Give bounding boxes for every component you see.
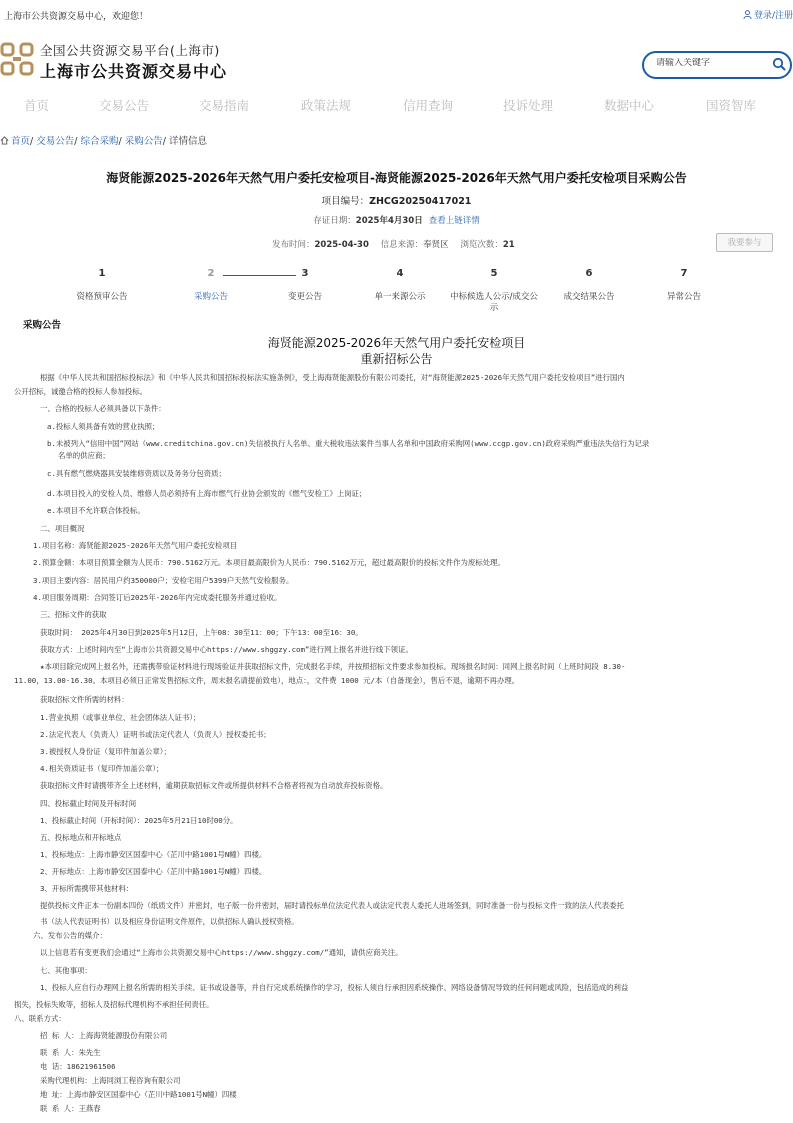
breadcrumb-separator: / [74, 136, 78, 147]
body-line: 3.被授权人身份证（复印件加盖公章）； [40, 747, 171, 756]
body-line: 采购代理机构：上海同浏工程咨询有限公司 [40, 1076, 181, 1085]
chain-detail-link[interactable]: 查看上链详情 [428, 216, 480, 226]
publish-time: 2025-04-30 [314, 240, 369, 250]
notice-title: 海贤能源2025-2026年天然气用户委托安检项目-海贤能源2025-2026年天然气用户委托安检项目采购公告 [106, 171, 687, 185]
breadcrumb-separator: / [30, 136, 34, 147]
body-line: 三、招标文件的获取 [40, 610, 107, 619]
body-line: 八、联系方式： [14, 1014, 66, 1023]
body-line: 2.法定代表人（负责人）证明书或法定代表人（负责人）授权委托书； [40, 730, 271, 739]
step-number: 3 [301, 268, 309, 279]
body-line: 提供投标文件正本一份副本四份（纸质文件）并密封，电子版一份并密封，届时请投标单位法定代表人或法定代表人委托人进场签到，同时准备一份与投标文件一致的法人代表委托 [40, 901, 624, 910]
step-candidate-publicity[interactable] [439, 268, 549, 314]
nav-item-complaints[interactable]: 投诉处理 [503, 98, 554, 113]
body-line: 损失，投标失败等，招标人及招标代理机构不承担任何责任。 [14, 1000, 214, 1009]
body-line: 联 系 人：王燕春 [40, 1104, 101, 1113]
step-exception-notice[interactable] [629, 268, 739, 303]
search-box [642, 51, 792, 79]
body-line: 五、投标地点和开标地点 [40, 833, 122, 842]
body-line: c.具有燃气燃烧器具安装维修资质以及务务分包资质； [47, 469, 226, 478]
body-line: 六、发布公告的媒介： [33, 931, 107, 940]
login-label[interactable]: 登录/注册 [753, 11, 793, 21]
breadcrumb-trading-notice[interactable]: 交易公告 [36, 136, 75, 147]
section-label: 采购公告 [23, 320, 62, 331]
breadcrumb [0, 133, 207, 147]
body-line: 一、合格的投标人必须具备以下条件： [40, 404, 166, 413]
breadcrumb-procurement-notice[interactable]: 采购公告 [124, 136, 163, 147]
platform-name: 全国公共资源交易平台(上海市) [40, 43, 220, 58]
article-heading: 海贤能源2025-2026年天然气用户委托安检项目 [267, 336, 526, 350]
body-line: a.投标人须具备有效的营业执照； [47, 422, 160, 431]
site-header [0, 38, 793, 86]
deposit-info [0, 214, 793, 226]
nav-item-credit-query[interactable]: 信用查询 [403, 98, 454, 113]
source-value: 奉贤区 [423, 240, 449, 250]
body-line: 2、开标地点：上海市静安区国泰中心（芷川中路1001号N幢）四楼。 [40, 867, 267, 876]
body-line: 11.00，13.00-16.30。本项目必须日正常发售招标文件，周末报名请提前致电），地点：，文件费 1000 元/本（自备现金），售后不退，逾期不再办理。 [14, 676, 520, 685]
publish-label: 发布时间： [272, 240, 315, 250]
logo-icon [0, 42, 34, 76]
project-number-label: 项目编号： [321, 196, 370, 207]
process-steps [0, 268, 793, 318]
body-line: 招 标 人：上海海贤能源股份有限公司 [40, 1031, 168, 1040]
notice-meta [272, 238, 524, 250]
body-line: 根据《中华人民共和国招标投标法》和《中华人民共和国招标投标法实施条例》，受上海海贤能源股份有限公司委托，对“海贤能源2025-2026年天然气用户委托安检项目”进行国内 [40, 373, 625, 382]
step-result-notice[interactable] [534, 268, 644, 303]
body-line: e.本项目不允许联合体投标。 [47, 506, 145, 515]
body-line: 二、项目概况 [40, 524, 85, 533]
step-number: 6 [585, 268, 593, 279]
body-line: b.未被列入“信用中国”网站（www.creditchina.gov.cn)失信被执行人名单、重大税收违法案件当事人名单和中国政府采购网(www.ccgp.gov.cn)政府采购严重违法失信行为记录 [47, 439, 650, 448]
body-line: 以上信息若有变更我们会通过“上海市公共资源交易中心https://www.shggzy.com/”通知，请供应商关注。 [40, 948, 403, 957]
body-line: 2.预算金额：本项目预算金额为人民币：790.5162万元。本项目最高限价为人民币：790.5162万元，超过最高限价的投标文件作为废标处理。 [33, 558, 505, 567]
body-line: 电 话：18621961506 [40, 1062, 116, 1071]
step-change-notice[interactable] [250, 268, 360, 303]
step-label: 变更公告 [287, 292, 322, 302]
deposit-date: 2025年4月30日 [355, 216, 423, 226]
step-number: 4 [396, 268, 404, 279]
center-name: 上海市公共资源交易中心 [40, 62, 228, 81]
step-number: 2 [207, 268, 215, 279]
body-line: 公开招标，诚邀合格的投标人参加投标。 [14, 387, 148, 396]
body-line: 1、投标地点：上海市静安区国泰中心（芷川中路1001号N幢）四楼。 [40, 850, 267, 859]
welcome-text: 上海市公共资源交易中心，欢迎您！ [4, 12, 149, 22]
login-link[interactable] [743, 8, 793, 21]
search-icon[interactable] [772, 57, 786, 71]
breadcrumb-current: 详情信息 [169, 136, 208, 147]
step-label: 异常公告 [666, 292, 701, 302]
nav-item-policies[interactable]: 政策法规 [301, 98, 352, 113]
body-line: 名单的供应商； [58, 451, 110, 460]
step-number: 7 [680, 268, 688, 279]
views-count: 21 [502, 240, 515, 250]
body-line: 1.项目名称：海贤能源2025-2026年天然气用户委托安检项目 [33, 541, 238, 550]
step-label: 采购公告 [193, 292, 228, 302]
step-label: 单一来源公示 [374, 292, 426, 302]
search-input[interactable] [656, 58, 766, 68]
body-line: 获取方式：上述时间内至“上海市公共资源交易中心https://www.shggzy.com”进行网上报名并进行线下领证。 [40, 645, 413, 654]
breadcrumb-comprehensive-procurement[interactable]: 综合采购 [80, 136, 119, 147]
project-number-value: ZHCG20250417021 [369, 196, 472, 207]
nav-item-home[interactable]: 首页 [24, 98, 50, 113]
breadcrumb-home[interactable]: 首页 [11, 136, 31, 147]
body-line: ★本项目除完成网上报名外，还需携带验证材料进行现场验证并获取招标文件，完成报名手续，并按照招标文件要求参加投标。现场报名时间：同网上报名时间（上班时间段 8.30- [40, 662, 626, 671]
body-line: 书（法人代表证明书）以及相应身份证明文件原件，以供招标人确认授权资格。 [40, 917, 299, 926]
body-line: 地 址：上海市静安区国泰中心（芷川中路1001号N幢）四楼 [40, 1090, 237, 1099]
deposit-label: 存证日期： [313, 216, 356, 226]
step-prequalification[interactable] [47, 268, 157, 303]
join-button[interactable]: 我要参与 [716, 233, 773, 252]
breadcrumb-separator: / [162, 136, 166, 147]
nav-item-data-center[interactable]: 数据中心 [604, 98, 655, 113]
user-icon [743, 10, 752, 19]
body-line: 联 系 人：朱先生 [40, 1048, 101, 1057]
step-number: 1 [98, 268, 106, 279]
views-label: 浏览次数： [460, 240, 503, 250]
body-line: 获取时间： 2025年4月30日到2025年5月12日，上午08：30至11：00；下午13：00至16：30。 [40, 628, 363, 637]
home-icon [0, 136, 9, 145]
body-line: 获取招标文件所需的材料： [40, 695, 129, 704]
top-bar [0, 0, 793, 28]
body-line: 七、其他事项： [40, 966, 92, 975]
body-line: 3.项目主要内容：居民用户约350000户；安检宅用户5399户天然气安检服务。 [33, 576, 294, 585]
nav-item-think-tank[interactable]: 国资智库 [706, 98, 757, 113]
project-number [0, 193, 793, 207]
nav-item-trading-notice[interactable]: 交易公告 [99, 98, 150, 113]
body-line: 1.营业执照（或事业单位、社会团体法人证书）； [40, 713, 201, 722]
body-line: 4.项目服务周期：合同签订后2025年-2026年内完成委托服务并通过验收。 [33, 593, 282, 602]
body-line: d.本项目投入的安检人员、维修人员必须持有上海市燃气行业协会颁发的《燃气安检工》上岗证； [47, 489, 367, 498]
body-line: 获取招标文件时请携带齐全上述材料，逾期获取招标文件或所提供材料不合格者将视为自动放弃投标资格。 [40, 781, 388, 790]
breadcrumb-separator: / [118, 136, 122, 147]
step-label: 资格预审公告 [76, 292, 128, 302]
step-number: 5 [490, 268, 498, 279]
body-line: 3、开标所需携带其他材料： [40, 884, 134, 893]
body-line: 1、投标截止时间（开标时间）：2025年5月21日10时00分。 [40, 816, 238, 825]
body-line: 四、投标截止时间及开标时间 [40, 799, 137, 808]
main-nav [0, 96, 793, 118]
source-label: 信息来源： [380, 240, 424, 250]
body-line: 1、投标人应自行办理网上报名所需的相关手续、证书或设备等，并自行完成系统操作的学习，投标人须自行承担因系统操作、网络设备情况导致的任何问题或风险，包括造成的利益 [40, 983, 629, 992]
body-line: 4.相关资质证书（复印件加盖公章）； [40, 764, 164, 773]
nav-item-trading-guide[interactable]: 交易指南 [199, 98, 250, 113]
article-subheading: 重新招标公告 [360, 352, 433, 366]
step-label: 中标候选人公示/成交公示 [450, 292, 538, 313]
step-label: 成交结果公告 [563, 292, 615, 302]
